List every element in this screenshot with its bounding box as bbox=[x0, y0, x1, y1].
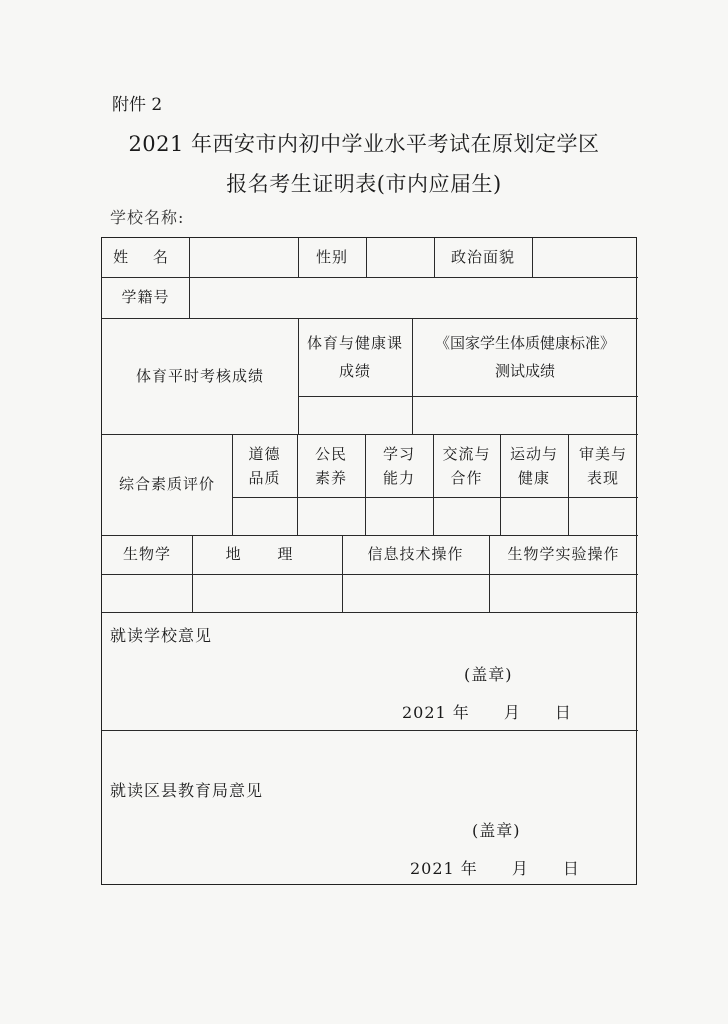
pe-standard-score-field[interactable] bbox=[412, 396, 638, 434]
quality-item-line2: 合作 bbox=[450, 468, 483, 487]
row-divider bbox=[102, 730, 638, 731]
biology-score-field[interactable] bbox=[102, 574, 192, 612]
geography-label: 地 理 bbox=[225, 545, 309, 564]
student-id-label: 学籍号 bbox=[121, 288, 170, 307]
quality-item-line2: 素养 bbox=[314, 468, 347, 487]
quality-item bbox=[500, 434, 568, 497]
quality-score-field[interactable] bbox=[568, 497, 638, 535]
quality-eval-label: 综合素质评价 bbox=[118, 475, 215, 494]
quality-item-line2: 能力 bbox=[382, 468, 415, 487]
bureau-seal-label: (盖章) bbox=[472, 821, 521, 840]
bureau-opinion-label: 就读区县教育局意见 bbox=[110, 781, 264, 800]
quality-item bbox=[297, 434, 365, 497]
quality-score-field[interactable] bbox=[232, 497, 297, 535]
pe-standard-header bbox=[412, 318, 638, 396]
pe-course-score-field[interactable] bbox=[298, 396, 412, 434]
biology-lab-label: 生物学实验操作 bbox=[507, 545, 620, 564]
quality-item-line1: 学习 bbox=[382, 444, 415, 463]
quality-item-line1: 公民 bbox=[314, 444, 347, 463]
row-divider bbox=[102, 612, 638, 613]
school-date-month: 月 bbox=[503, 703, 521, 722]
political-status-label: 政治面貌 bbox=[450, 248, 515, 267]
bureau-date-day: 日 bbox=[562, 859, 580, 878]
name-label: 姓 名 bbox=[113, 248, 178, 267]
school-opinion-date bbox=[402, 700, 572, 723]
gender-label: 性别 bbox=[315, 248, 348, 267]
gender-field[interactable] bbox=[366, 238, 434, 277]
quality-item-line1: 运动与 bbox=[509, 444, 558, 463]
geography-score-field[interactable] bbox=[192, 574, 342, 612]
quality-item-line1: 交流与 bbox=[442, 444, 491, 463]
form-title-line2: 报名考生证明表(市内应届生) bbox=[226, 172, 502, 196]
quality-score-field[interactable] bbox=[365, 497, 433, 535]
quality-item bbox=[568, 434, 638, 497]
quality-item bbox=[365, 434, 433, 497]
bureau-opinion-date bbox=[410, 856, 580, 879]
pe-score-label: 体育平时考核成绩 bbox=[135, 366, 264, 385]
it-operation-label: 信息技术操作 bbox=[367, 545, 464, 564]
school-date-year: 2021 年 bbox=[402, 703, 470, 722]
bureau-date-year: 2021 年 bbox=[410, 859, 478, 878]
pe-course-line1: 体育与健康课 bbox=[306, 333, 403, 352]
form-title-line1: 2021 年西安市内初中学业水平考试在原划定学区 bbox=[128, 132, 600, 156]
school-date-day: 日 bbox=[554, 703, 572, 722]
quality-item bbox=[232, 434, 297, 497]
attachment-label: 附件 2 bbox=[112, 95, 163, 115]
quality-item bbox=[433, 434, 500, 497]
quality-score-field[interactable] bbox=[500, 497, 568, 535]
quality-item-line2: 健康 bbox=[517, 468, 550, 487]
pe-course-line2: 成绩 bbox=[338, 362, 371, 380]
quality-score-field[interactable] bbox=[297, 497, 365, 535]
biology-label: 生物学 bbox=[122, 545, 171, 564]
school-opinion-label: 就读学校意见 bbox=[110, 626, 213, 645]
pe-standard-line2: 测试成绩 bbox=[494, 362, 555, 380]
quality-item-line2: 品质 bbox=[248, 468, 281, 487]
quality-item-line1: 道德 bbox=[248, 444, 281, 463]
certificate-table bbox=[101, 237, 637, 885]
quality-item-line1: 审美与 bbox=[578, 444, 627, 463]
school-seal-label: (盖章) bbox=[464, 665, 513, 684]
it-operation-score-field[interactable] bbox=[342, 574, 489, 612]
student-id-field[interactable] bbox=[189, 277, 638, 318]
name-field[interactable] bbox=[189, 238, 298, 277]
quality-item-line2: 表现 bbox=[586, 468, 619, 487]
school-name-label: 学校名称: bbox=[110, 208, 185, 227]
pe-course-header bbox=[298, 318, 412, 396]
political-status-field[interactable] bbox=[532, 238, 638, 277]
quality-score-field[interactable] bbox=[433, 497, 500, 535]
biology-lab-score-field[interactable] bbox=[489, 574, 638, 612]
pe-standard-line1: 《国家学生体质健康标准》 bbox=[434, 333, 615, 352]
bureau-date-month: 月 bbox=[511, 859, 529, 878]
